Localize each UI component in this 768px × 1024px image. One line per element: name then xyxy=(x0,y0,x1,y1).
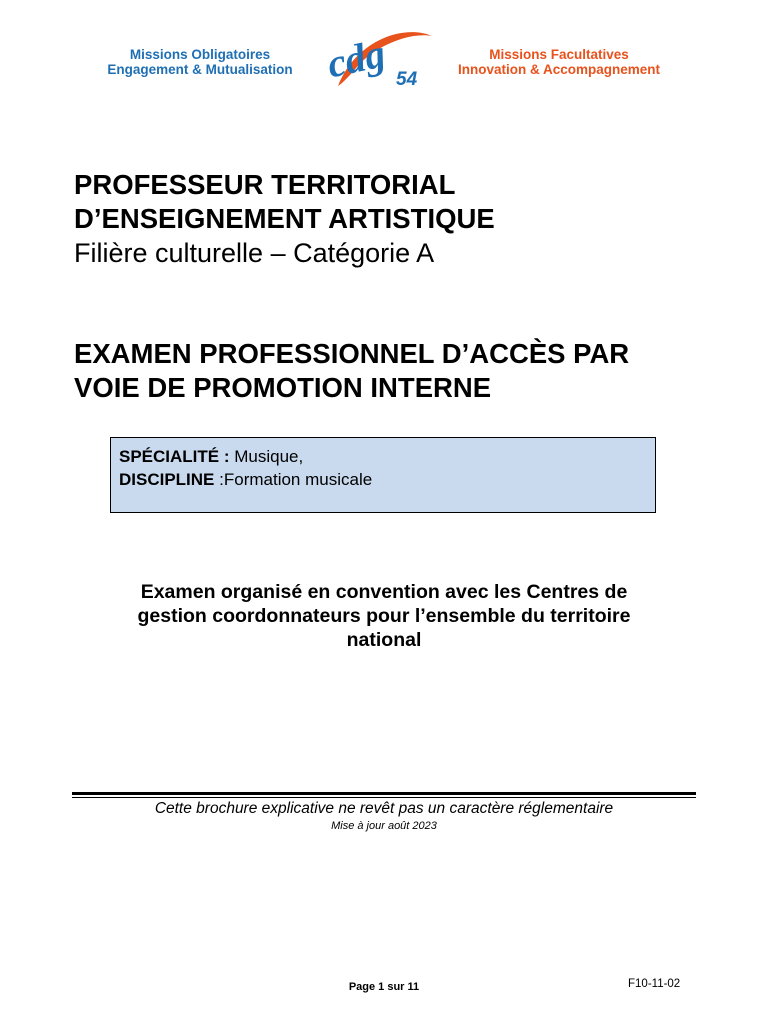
header-right-line1: Missions Facultatives xyxy=(489,47,629,62)
exam-title xyxy=(74,337,734,405)
document-title xyxy=(74,168,714,270)
header-right-line2: Innovation & Accompagnement xyxy=(457,62,661,77)
header-obligatory-missions xyxy=(88,47,312,77)
specialite-value: Musique, xyxy=(229,447,304,466)
divider-thin xyxy=(72,797,696,798)
title-line1: PROFESSEUR TERRITORIAL xyxy=(74,169,456,200)
discipline-label: DISCIPLINE xyxy=(119,470,215,489)
title-line2: D’ENSEIGNEMENT ARTISTIQUE xyxy=(74,203,495,234)
discipline-row xyxy=(119,468,655,491)
document-code: F10-11-02 xyxy=(628,978,681,990)
disclaimer-text: Cette brochure explicative ne revêt pas un caractère réglementaire xyxy=(154,800,614,817)
exam-line1: EXAMEN PROFESSIONNEL D’ACCÈS PAR xyxy=(74,338,630,369)
page-number: Page 1 sur 11 xyxy=(348,981,420,993)
update-date: Mise à jour août 2023 xyxy=(331,820,437,832)
specialty-box xyxy=(110,437,656,513)
exam-line2: VOIE DE PROMOTION INTERNE xyxy=(74,372,492,403)
specialite-row xyxy=(119,445,655,468)
header-optional-missions xyxy=(440,47,678,77)
convention-line1: Examen organisé en convention avec les Centres de xyxy=(140,581,628,603)
convention-text xyxy=(74,580,694,652)
discipline-value: :Formation musicale xyxy=(214,470,373,489)
specialite-label: SPÉCIALITÉ : xyxy=(119,447,230,466)
cdg54-logo xyxy=(316,22,434,100)
logo-number-text: 54 xyxy=(396,69,418,90)
header-left-line1: Missions Obligatoires xyxy=(129,47,271,62)
title-subtitle: Filière culturelle – Catégorie A xyxy=(74,238,435,268)
convention-line3: national xyxy=(346,629,422,651)
divider-thick xyxy=(72,792,696,795)
logo-cdg-text: cdg xyxy=(323,30,390,87)
header-left-line2: Engagement & Mutualisation xyxy=(107,62,293,77)
convention-line2: gestion coordonnateurs pour l’ensemble du territoire xyxy=(137,605,631,627)
